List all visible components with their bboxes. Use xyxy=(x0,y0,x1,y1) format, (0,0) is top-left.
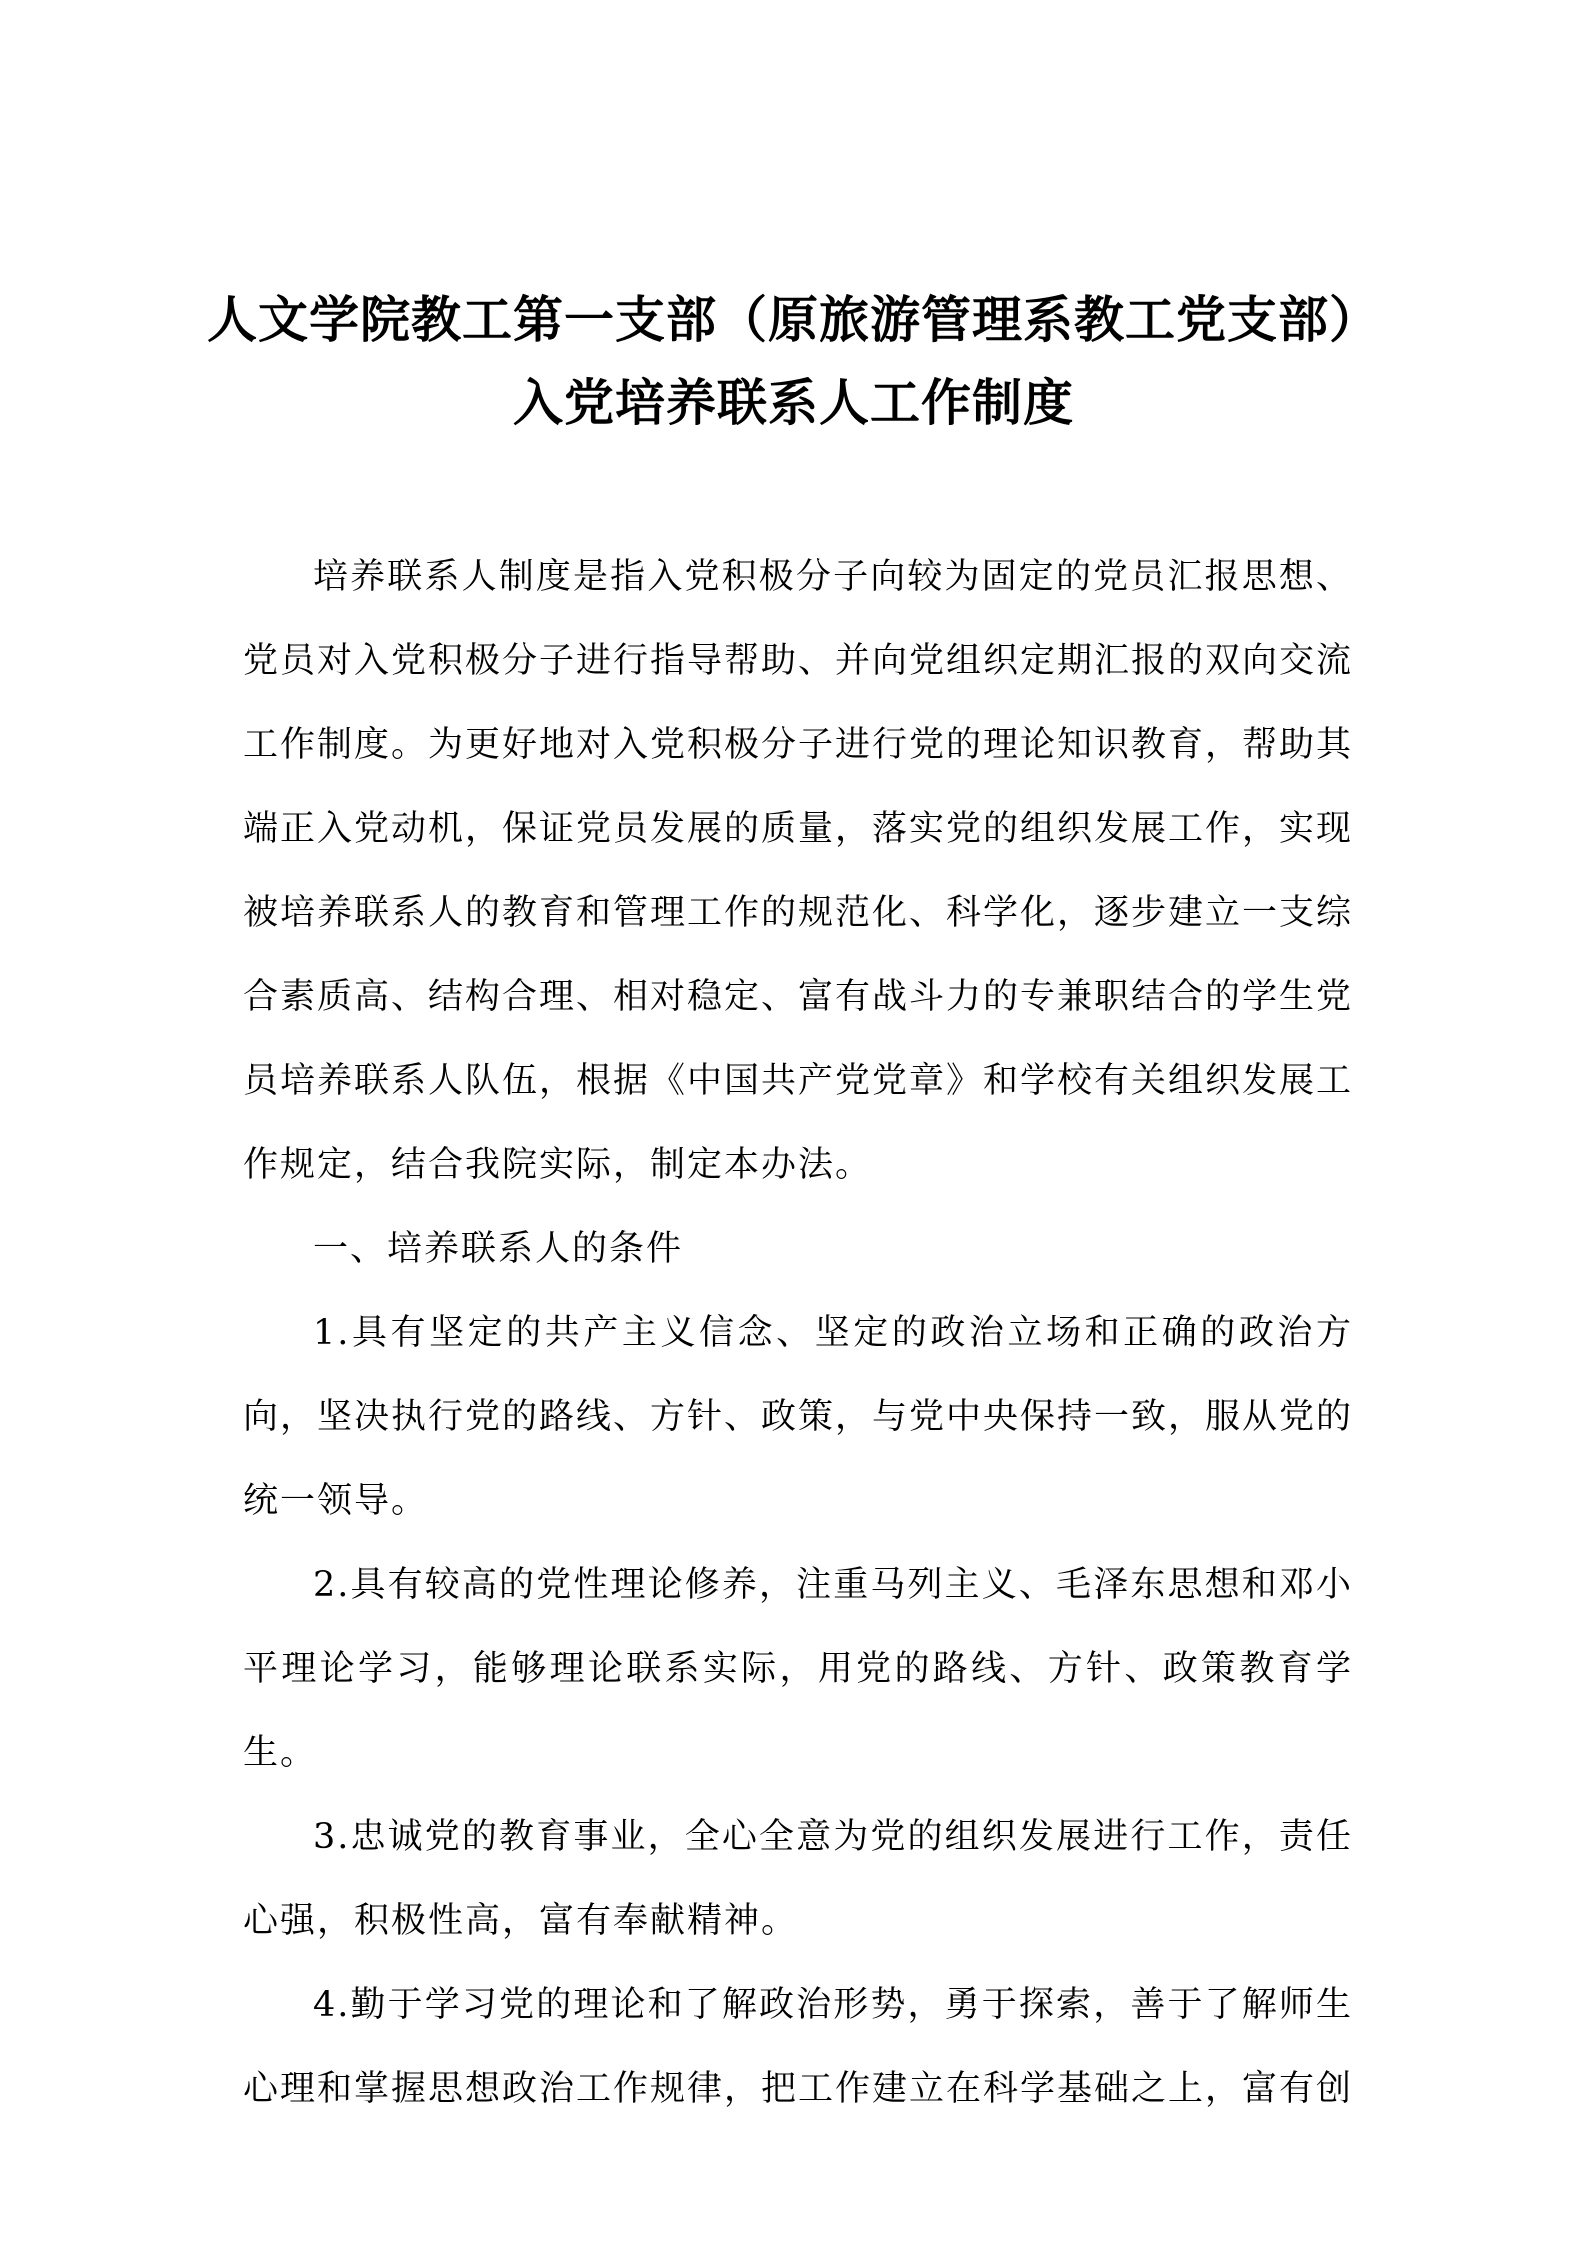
document-title-line-1: 人文学院教工第一支部（原旅游管理系教工党支部） xyxy=(207,290,1380,349)
document-body xyxy=(243,535,1353,2131)
section-heading-conditions: 一、培养联系人的条件 xyxy=(313,1229,684,1269)
document-title-line-2: 入党培养联系人工作制度 xyxy=(513,373,1074,432)
paragraph-condition-3: 3.忠诚党的教育事业，全心全意为党的组织发展进行工作，责任心强，积极性高，富有奉献精神。 xyxy=(243,1817,1353,1941)
paragraph-condition-1: 1.具有坚定的共产主义信念、坚定的政治立场和正确的政治方向，坚决执行党的路线、方针、政策，与党中央保持一致，服从党的统一领导。 xyxy=(243,1313,1354,1521)
paragraph-intro: 培养联系人制度是指入党积极分子向较为固定的党员汇报思想、党员对入党积极分子进行指导帮助、并向党组织定期汇报的双向交流工作制度。为更好地对入党积极分子进行党的理论知识教育，帮助其端正入党动机，保证党员发展的质量，落实党的组织发展工作，实现被培养联系人的教育和管理工作的规范化、科学化，逐步建立一支综合素质高、结构合理、相对稳定、富有战斗力的专兼职结合的学生党员培养联系人队伍，根据《中国共产党党章》和学校有关组织发展工作规定，结合我院实际，制定本办法。 xyxy=(243,557,1354,1185)
paragraph-condition-2: 2.具有较高的党性理论修养，注重马列主义、毛泽东思想和邓小平理论学习，能够理论联系实际，用党的路线、方针、政策教育学生。 xyxy=(243,1565,1353,1773)
paragraph-condition-4: 4.勤于学习党的理论和了解政治形势，勇于探索，善于了解师生心理和掌握思想政治工作规律，把工作建立在科学基础之上，富有创 xyxy=(243,1985,1354,2109)
